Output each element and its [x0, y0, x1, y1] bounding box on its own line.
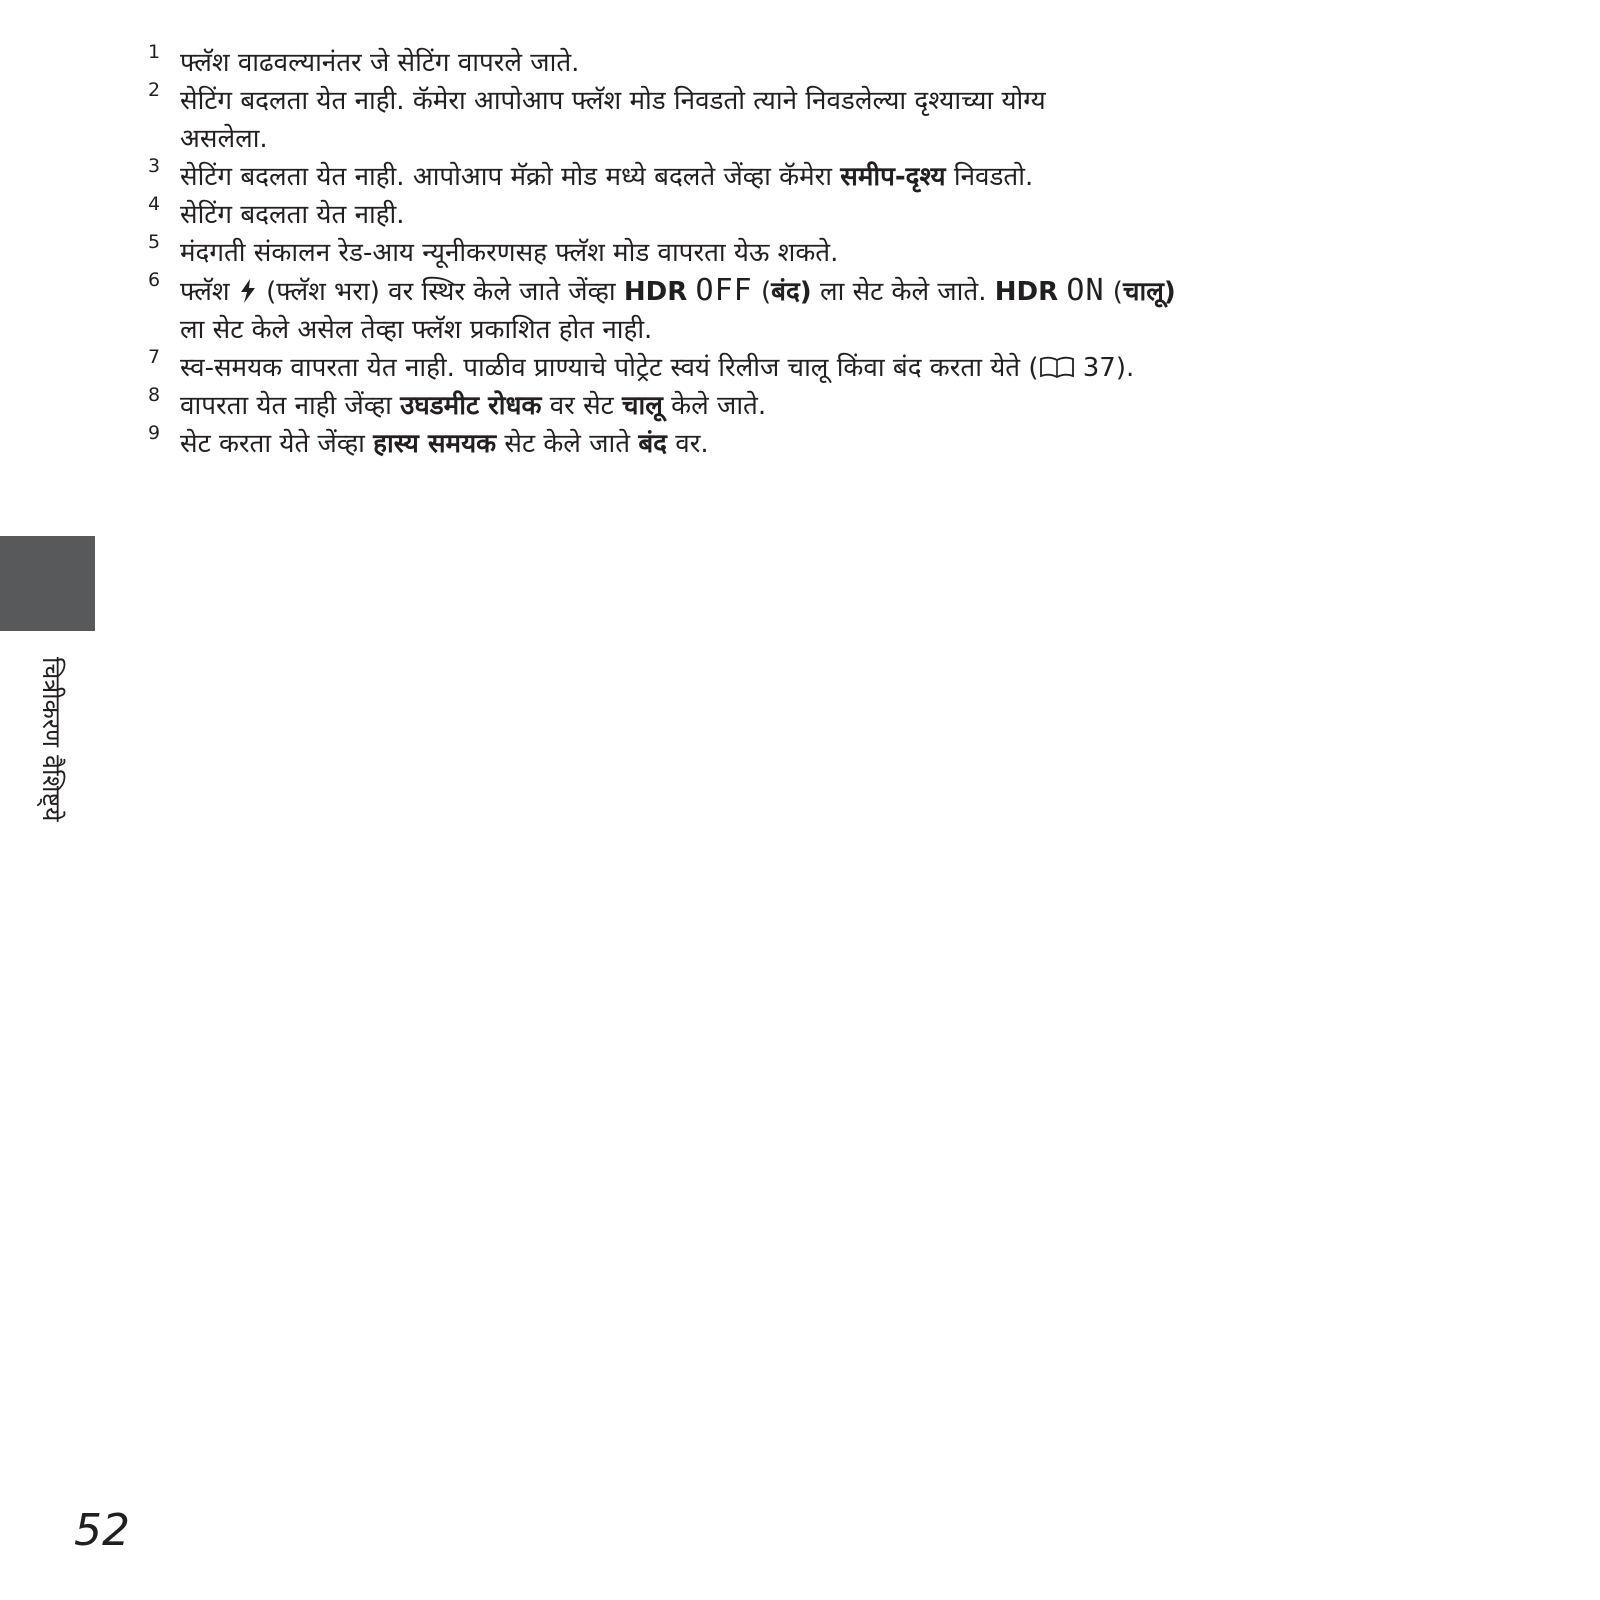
- on-setting: चालू: [622, 391, 663, 421]
- page-number: 52: [74, 1505, 130, 1556]
- footnote-2: [148, 79, 1448, 158]
- footnote-8: [148, 384, 1448, 425]
- footnote-text: सेट करता येते जेंव्हा हास्य समयक सेट केले जाते बंद वर.: [180, 429, 709, 459]
- footnote-9: [148, 422, 1448, 463]
- footnote-1: [148, 41, 1448, 82]
- footnote-4: [148, 193, 1448, 234]
- footnotes-list: [148, 41, 1448, 463]
- footnote-text: स्व-समयक वापरता येत नाही. पाळीव प्राण्याचे पोट्रेट स्वयं रिलीज चालू किंवा बंद करता येते ( 37).: [180, 353, 1135, 383]
- hdr-off-display: OFF: [695, 273, 753, 308]
- footnote-number: 3: [148, 155, 161, 177]
- footnote-3: [148, 155, 1448, 196]
- footnote-text: सेटिंग बदलता येत नाही. आपोआप मॅक्रो मोड मध्ये बदलते जेंव्हा कॅमेरा समीप-दृश्य निवडतो.: [180, 162, 1034, 192]
- off-setting: बंद: [638, 429, 667, 459]
- scene-name-closeup: समीप-दृश्य: [840, 162, 946, 192]
- footnote-7: [148, 346, 1448, 387]
- footnote-text-continued: असलेला.: [180, 124, 268, 154]
- footnote-number: 5: [148, 231, 161, 253]
- setting-name-blink-proof: उघडमीट रोधक: [400, 391, 542, 421]
- footnote-text: सेटिंग बदलता येत नाही.: [180, 200, 405, 230]
- footnote-text: मंदगती संकालन रेड-आय न्यूनीकरणसह फ्लॅश मोड वापरता येऊ शकते.: [180, 238, 839, 268]
- footnote-number: 6: [148, 269, 161, 291]
- footnote-number: 7: [148, 346, 161, 368]
- section-tab: [0, 536, 95, 631]
- footnote-number: 2: [148, 79, 161, 101]
- hdr-label: HDR: [994, 277, 1059, 307]
- footnote-6: [148, 269, 1448, 349]
- hdr-label: HDR: [623, 277, 688, 307]
- footnote-text: वापरता येत नाही जेंव्हा उघडमीट रोधक वर सेट चालू केले जाते.: [180, 391, 767, 421]
- hdr-on-display: ON: [1066, 273, 1105, 308]
- flash-fill-icon: [238, 278, 258, 304]
- section-tab-label: चित्रीकरण वैशिष्ट्ये: [37, 657, 66, 822]
- footnote-number: 1: [148, 41, 161, 63]
- book-reference-icon: [1039, 356, 1075, 378]
- off-setting: बंद): [771, 277, 812, 307]
- setting-name-smile-timer: हास्य समयक: [373, 429, 497, 459]
- footnote-text: फ्लॅश वाढवल्यानंतर जे सेटिंग वापरले जाते.: [180, 48, 580, 78]
- footnote-text: फ्लॅश (फ्लॅश भरा) वर स्थिर केले जाते जेंव्हा HDR OFF (बंद) ला सेट केले जाते. HDR ON (चालू): [180, 273, 1176, 308]
- footnote-number: 4: [148, 193, 161, 215]
- footnote-number: 9: [148, 422, 161, 444]
- on-setting: चालू): [1122, 277, 1176, 307]
- footnote-text: सेटिंग बदलता येत नाही. कॅमेरा आपोआप फ्लॅश मोड निवडतो त्याने निवडलेल्या दृश्याच्या योग्य: [180, 86, 1046, 116]
- footnote-number: 8: [148, 384, 161, 406]
- footnote-5: [148, 231, 1448, 272]
- footnote-text-continued: ला सेट केले असेल तेव्हा फ्लॅश प्रकाशित होत नाही.: [180, 315, 653, 345]
